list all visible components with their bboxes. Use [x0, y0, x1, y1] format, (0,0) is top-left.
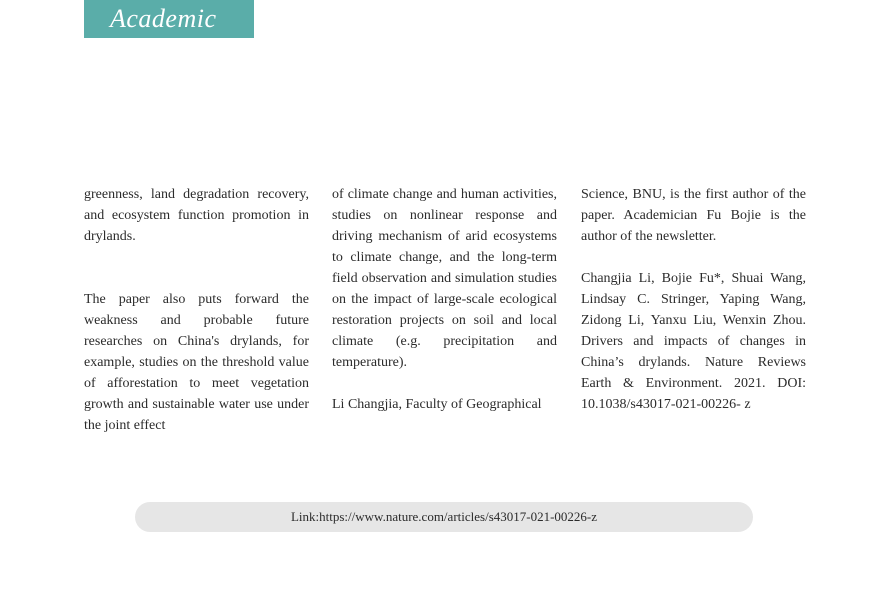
section-tab-label: Academic [110, 4, 217, 33]
column-3-citation: Changjia Li, Bojie Fu*, Shuai Wang, Lindsay C. Stringer, Yaping Wang, Zidong Li, Yanxu Liu, Wenxin Zhou. Drivers and impacts of changes in China’s drylands. Nature Reviews Earth & Environment. 2021. DOI: 10.1038/s43017-021-00226- z [581, 271, 806, 412]
paragraph-spacer [84, 247, 309, 289]
article-link-bar[interactable] [135, 502, 753, 532]
article-column-3 [581, 184, 806, 415]
paragraph-spacer [332, 373, 557, 394]
column-1-paragraph-2: The paper also puts forward the weakness and probable future researches on China's drylands, for example, studies on the threshold value of afforestation to meet vegetation growth and sustainable water use under the joint effect [84, 292, 309, 433]
paragraph-spacer [581, 247, 806, 268]
article-column-2 [332, 184, 557, 415]
column-1-paragraph-1: greenness, land degradation recovery, and ecosystem function promotion in drylands. [84, 187, 309, 244]
column-3-paragraph-1: Science, BNU, is the first author of the paper. Academician Fu Bojie is the author of the newsletter. [581, 187, 806, 244]
article-link-text[interactable]: Link:https://www.nature.com/articles/s43017-021-00226-z [290, 509, 598, 524]
article-column-1 [84, 184, 309, 436]
section-tab [84, 0, 254, 38]
column-2-paragraph-1: of climate change and human activities, studies on nonlinear response and driving mechanism of arid ecosystems to climate change, and the long-term field observation and simulation studies on the impact of large-scale ecological restoration projects on soil and local climate (e.g. precipitation and temperature). [332, 187, 557, 370]
column-2-paragraph-2: Li Changjia, Faculty of Geographical [332, 397, 542, 412]
